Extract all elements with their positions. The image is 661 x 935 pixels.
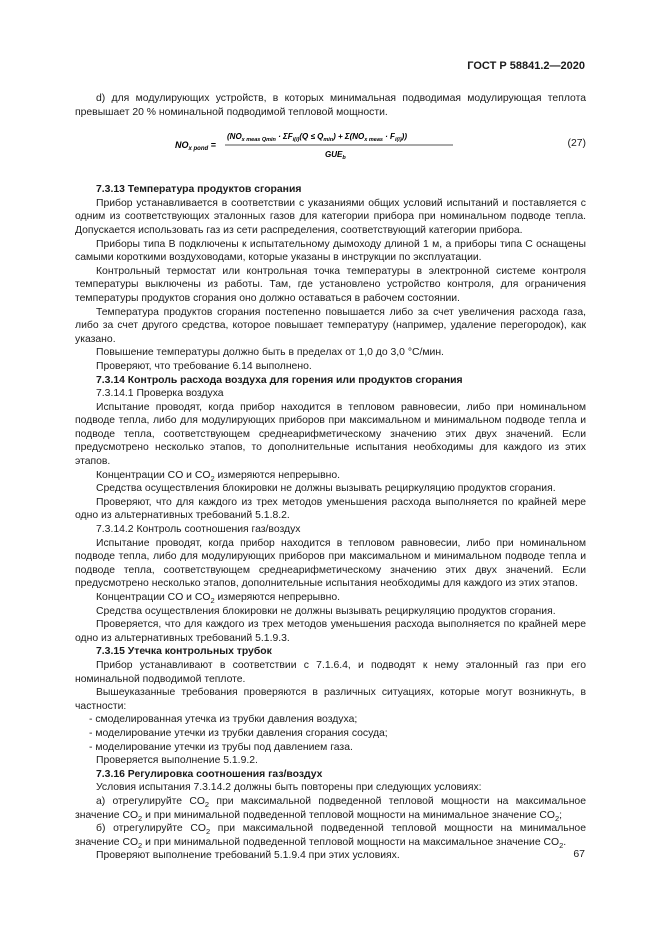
formula-27 xyxy=(75,123,586,177)
text-run: измеряются непрерывно. xyxy=(214,469,341,481)
paragraph: Приборы типа B подключены к испытательному дымоходу длиной 1 м, а приборы типа C оснащены самыми короткими воздуховодами, которые указаны в инструкции по эксплуатации. xyxy=(75,238,586,264)
paragraph: Температура продуктов сгорания постепенно повышается либо за счет увеличения расхода газа, либо за счет другого средства, которое повышает температуру (например, удаление перегородок), как указано. xyxy=(75,306,586,345)
paragraph xyxy=(75,822,586,849)
text-run: измеряются непрерывно. xyxy=(214,592,341,603)
subscript: 2 xyxy=(559,840,564,850)
section-heading-7-3-15: 7.3.15 Утечка контрольных трубок xyxy=(96,646,272,658)
subscript: 2 xyxy=(205,827,211,837)
subscript: 2 xyxy=(204,799,210,809)
subsection-heading-7-3-14-2: 7.3.14.2 Контроль соотношения газ/воздух xyxy=(96,524,301,536)
section-heading-7-3-14: 7.3.14 Контроль расхода воздуха для горения или продуктов сгорания xyxy=(96,374,463,386)
subsection-heading-7-3-14-1: 7.3.14.1 Проверка воздуха xyxy=(96,388,224,400)
text-run: б) отрегулируйте CO xyxy=(96,823,206,835)
text-run: а) отрегулируйте CO xyxy=(96,795,205,807)
text-run: при максимальной подведенной тепловой мощности на максимальное значение CO xyxy=(75,795,586,821)
paragraph: Проверяют, что требование 6.14 выполнено. xyxy=(96,360,312,372)
subscript: 2 xyxy=(210,473,215,483)
document-id: ГОСТ Р 58841.2—2020 xyxy=(467,60,585,72)
paragraph: Испытание проводят, когда прибор находится в тепловом равновесии, либо при номинальном подводе тепла, либо для модулирующих приборов при максимальном и минимальном подводе тепла и подводе тепла, соответствующем среднеарифметическому значению этих двух значений. Если предусмотрено несколько этапов, то дополнительные испытания необходимы для каждого из этих этапов. xyxy=(75,401,586,468)
svg-text:GUEb: $GUE_b$ xyxy=(325,150,346,162)
paragraph: Испытание проводят, когда прибор находится в тепловом равновесии, либо при номинальном подводе тепла, либо для модулирующих приборов при максимальном и минимальном подводе тепла и подводе тепла, соответствующем среднеарифметическому значению этих двух значений. Если предусмотрено несколько этапов, дополнительные испытания необходимы для каждого из этих этапов. xyxy=(75,537,586,590)
list-item: - моделирование утечки из трубы под давлением газа. xyxy=(89,741,353,753)
svg-text:NOx pond =: $NO_{x pond}$ = xyxy=(175,140,216,153)
paragraph: Контрольный термостат или контрольная точка температуры в электронной системе контроля температуры выключены из работы. Там, где установлено устройство контроля, для ограничения температуры продуктов сгорания оно должно оставаться в рабочем состоянии. xyxy=(75,265,586,304)
section-heading-7-3-16: 7.3.16 Регулировка соотношения газ/воздух xyxy=(96,768,323,780)
paragraph xyxy=(75,469,586,483)
paragraph: Проверяют, что для каждого из трех методов уменьшения расхода выполняется по крайней мере одно из альтернативных требований 5.1.8.2. xyxy=(75,496,586,522)
paragraph: Средства осуществления блокировки не должны вызывать рециркуляцию продуктов сгорания. xyxy=(96,605,556,617)
text-run: Концентрации CO и CO xyxy=(96,469,211,481)
paragraph: Средства осуществления блокировки не должны вызывать рециркуляцию продуктов сгорания. xyxy=(96,483,556,495)
paragraph: Вышеуказанные требования проверяются в различных ситуациях, которые могут возникнуть, в частности: xyxy=(75,687,586,712)
list-item: - моделирование утечки из трубки давления сгорания сосуда; xyxy=(89,727,388,739)
text-run: при максимальной подведенной тепловой мощности на минимальное значение CO xyxy=(75,823,586,848)
text-run: ; xyxy=(559,809,563,821)
subscript: 2 xyxy=(210,596,215,606)
text-run: и при минимальной подведенной тепловой мощности на максимальное значение CO xyxy=(142,836,560,848)
paragraph: Проверяется, что для каждого из трех методов уменьшения расхода выполняется по крайней мере одно из альтернативных требований 5.1.9.3. xyxy=(75,619,586,644)
list-item: - смоделированная утечка из трубки давления воздуха; xyxy=(89,714,358,726)
paragraph: Повышение температуры должно быть в пределах от 1,0 до 3,0 °С/мин. xyxy=(96,347,444,359)
subscript: 2 xyxy=(138,813,143,823)
document-body xyxy=(75,92,586,863)
text-run: Концентрации CO и CO xyxy=(96,592,211,603)
paragraph: Проверяется выполнение 5.1.9.2. xyxy=(96,755,258,767)
paragraph: Прибор устанавливают в соответствии с 7.1.6.4, и подводят к нему эталонный газ при его номинальной подводимой теплоте. xyxy=(75,659,586,685)
page-number: 67 xyxy=(573,848,585,860)
paragraph xyxy=(75,795,586,822)
text-run: . xyxy=(563,836,567,848)
paragraph: Прибор устанавливается в соответствии с указаниями общих условий испытаний и поставляется с одним из соответствующих эталонных газов для категории прибора при номинальном подводе тепла. Допускается использовать газ из сети распределения, соответствующий категории прибора. xyxy=(75,197,586,236)
paragraph: d) для модулирующих устройств, в которых минимальная подводимая модулирующая теплота превышает 20 % номинальной подводимой тепловой мощности. xyxy=(75,93,586,118)
svg-text:(NOx meas Qmin · ΣFi(i)(Q ≤ Qm: $(NO_{x meas Qmin} \cdot \Sigma F_{i(i)}(Q \le Q_{min}) + \Sigma(NO_{x meas} \cdot F_{i(i)}))$ xyxy=(227,132,407,144)
text-run: и при минимальной подведенной тепловой мощности на минимальное значение CO xyxy=(142,809,555,821)
formula-graphic xyxy=(175,123,475,177)
subscript: 2 xyxy=(555,813,560,823)
equation-number: (27) xyxy=(567,138,586,150)
paragraph xyxy=(75,591,586,605)
paragraph: Проверяют выполнение требований 5.1.9.4 при этих условиях. xyxy=(96,850,400,862)
section-heading-7-3-13: 7.3.13 Температура продуктов сгорания xyxy=(96,184,302,196)
subscript: 2 xyxy=(138,840,143,850)
paragraph: Условия испытания 7.3.14.2 должны быть повторены при следующих условиях: xyxy=(96,782,482,794)
